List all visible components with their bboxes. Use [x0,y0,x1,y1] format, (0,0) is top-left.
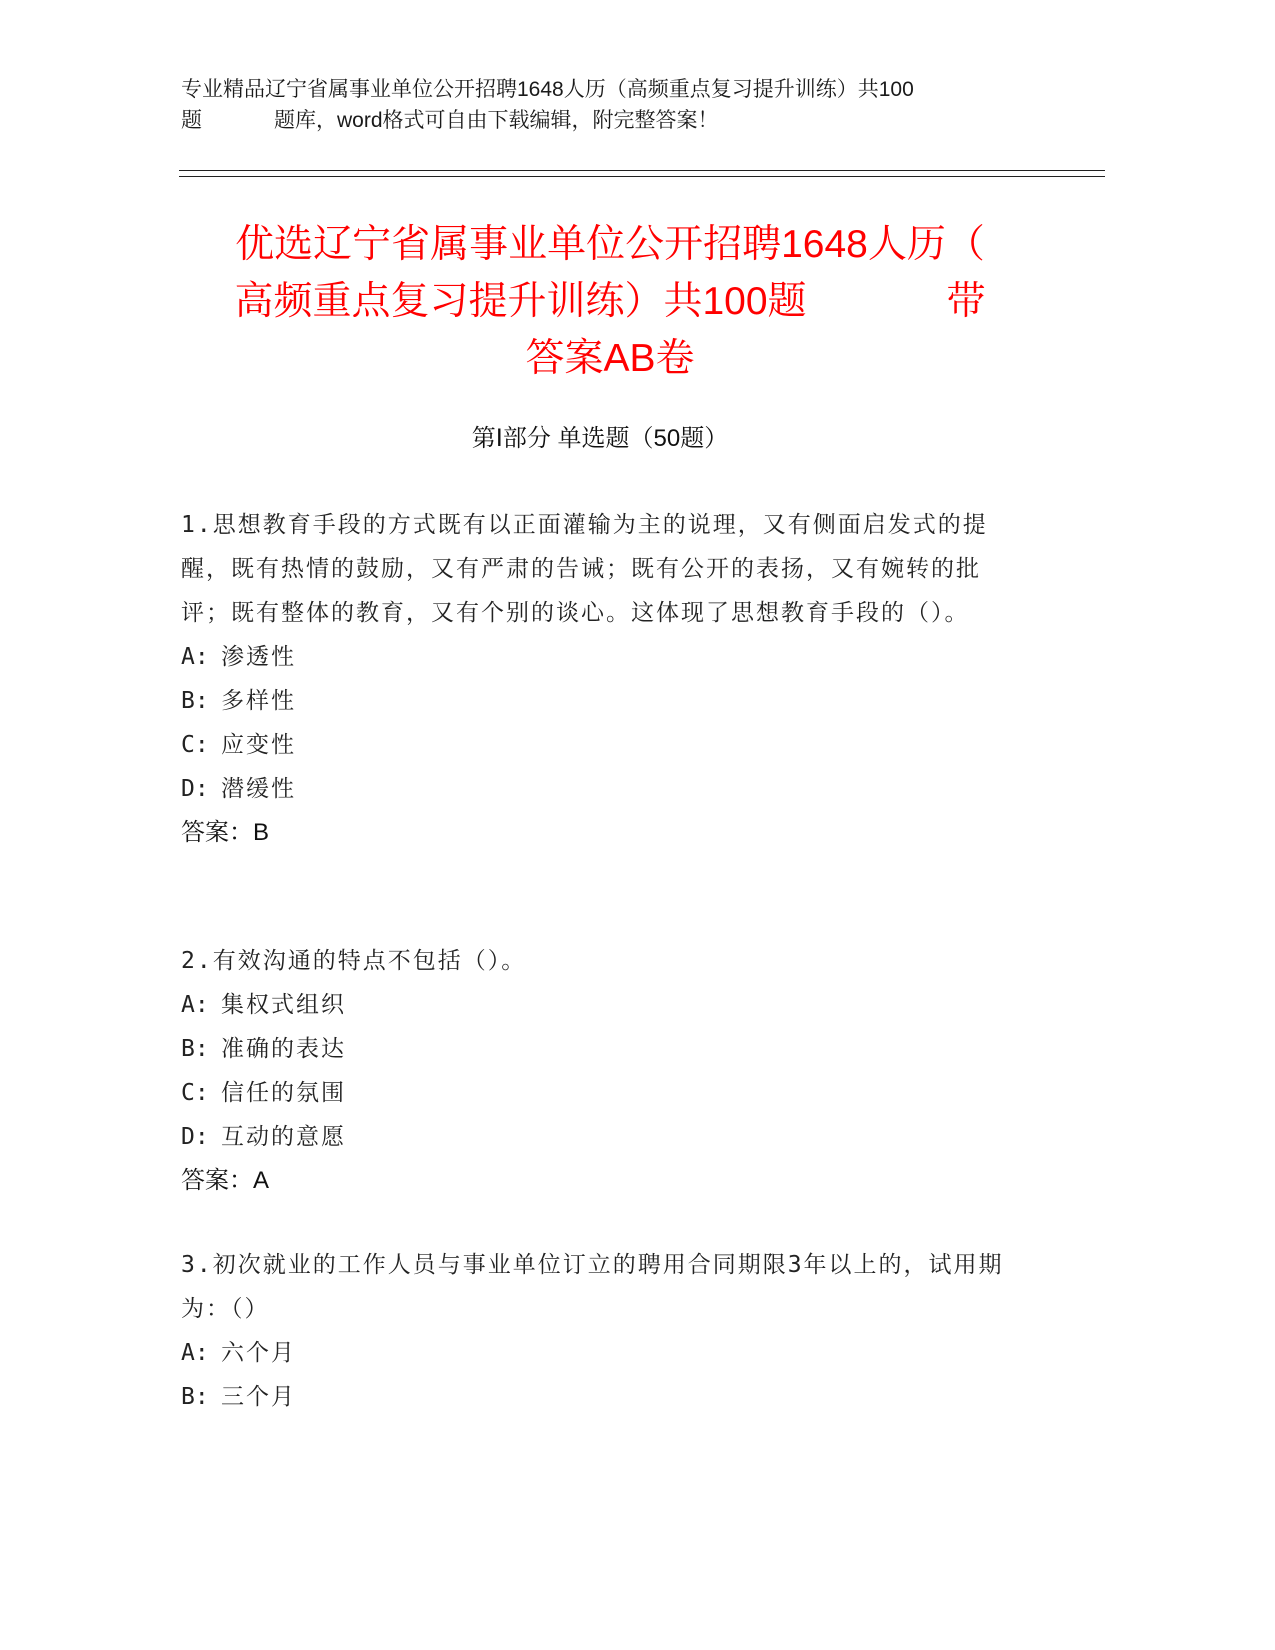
title-line2-end: 带 [946,280,986,323]
header-note [181,74,1081,136]
option-letter: D: [181,776,209,802]
title-line2 [170,273,1050,330]
option-b [181,679,1021,723]
option-a [181,1331,1021,1375]
option-letter: C: [181,732,209,758]
option-letter: B: [181,1384,209,1410]
question-text: 1.思想教育手段的方式既有以正面灌输为主的说理，又有侧面启发式的提醒，既有热情的鼓励，又有严肃的告诫；既有公开的表扬，又有婉转的批评；既有整体的教育，又有个别的谈心。这体现了思想教育手段的（）。 [181,512,988,626]
title-line3: 答案AB卷 [525,337,695,380]
option-text: 集权式组织 [221,992,346,1018]
document-title [170,216,1050,387]
option-letter: A: [181,644,209,670]
option-letter: D: [181,1124,209,1150]
option-b [181,1027,1021,1071]
option-text: 准确的表达 [221,1036,346,1062]
header-divider-thick [179,170,1105,171]
option-text: 六个月 [221,1340,296,1366]
question-3 [181,1243,1021,1419]
option-letter: A: [181,992,209,1018]
option-text: 潜缓性 [221,776,296,802]
header-note-line1: 专业精品辽宁省属事业单位公开招聘1648人历（高频重点复习提升训练）共100 [181,78,914,101]
header-note-line2-rest: 题库，word格式可自由下载编辑，附完整答案！ [274,109,719,132]
option-text: 信任的氛围 [221,1080,346,1106]
header-note-line2-start: 题 [181,109,202,132]
question-text: 2.有效沟通的特点不包括（）。 [181,948,527,974]
option-a [181,983,1021,1027]
option-text: 多样性 [221,688,296,714]
option-letter: B: [181,1036,209,1062]
header-divider-thin [179,176,1105,177]
option-d [181,767,1021,811]
option-c [181,1071,1021,1115]
title-line1: 优选辽宁省属事业单位公开招聘1648人历（ [235,223,985,266]
option-b [181,1375,1021,1419]
answer-line: 答案：B [181,819,270,846]
section-title: 第Ⅰ部分 单选题（50题） [471,425,729,452]
title-line2-main: 高频重点复习提升训练）共100题 [234,280,807,323]
option-text: 渗透性 [221,644,296,670]
option-a [181,635,1021,679]
option-text: 应变性 [221,732,296,758]
question-1 [181,503,1021,855]
option-letter: C: [181,1080,209,1106]
answer-line: 答案：A [181,1167,270,1194]
option-text: 互动的意愿 [221,1124,346,1150]
option-letter: B: [181,688,209,714]
question-text: 3.初次就业的工作人员与事业单位订立的聘用合同期限3年以上的，试用期为：（） [181,1252,1004,1322]
question-2 [181,939,1021,1203]
option-c [181,723,1021,767]
header-note-line2 [181,105,1081,136]
option-text: 三个月 [221,1384,296,1410]
option-d [181,1115,1021,1159]
option-letter: A: [181,1340,209,1366]
